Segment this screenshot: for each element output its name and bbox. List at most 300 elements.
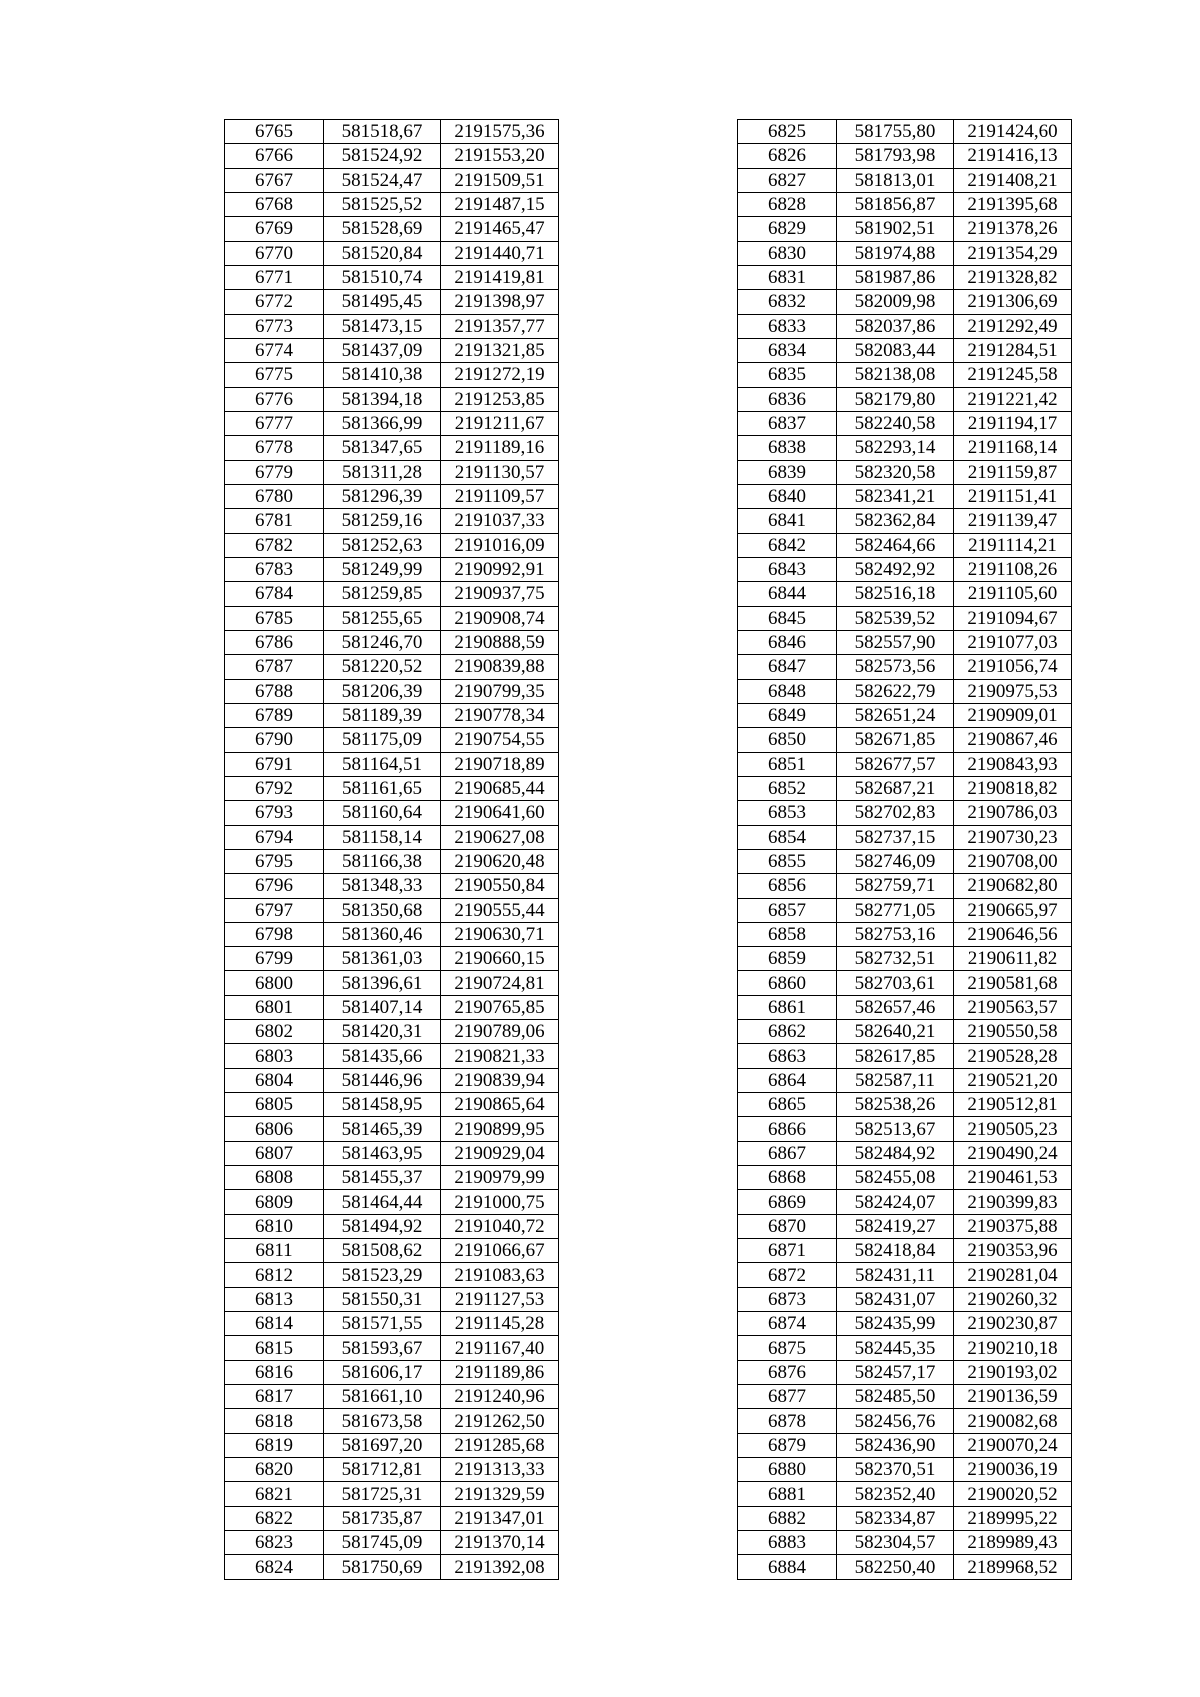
x-coordinate-cell: 581528,69 <box>324 217 441 241</box>
table-row <box>738 411 1072 435</box>
y-coordinate-cell: 2191424,60 <box>954 120 1072 144</box>
point-number-cell: 6798 <box>225 922 324 946</box>
coordinates-table-right <box>737 119 1072 1580</box>
table-row <box>738 557 1072 581</box>
table-row <box>225 1336 559 1360</box>
x-coordinate-cell: 582657,46 <box>837 995 954 1019</box>
x-coordinate-cell: 582320,58 <box>837 460 954 484</box>
point-number-cell: 6814 <box>225 1312 324 1336</box>
table-row <box>225 825 559 849</box>
x-coordinate-cell: 581856,87 <box>837 192 954 216</box>
x-coordinate-cell: 582677,57 <box>837 752 954 776</box>
table-row <box>225 947 559 971</box>
point-number-cell: 6858 <box>738 922 837 946</box>
y-coordinate-cell: 2190563,57 <box>954 995 1072 1019</box>
table-row <box>225 728 559 752</box>
y-coordinate-cell: 2190908,74 <box>441 606 559 630</box>
x-coordinate-cell: 582671,85 <box>837 728 954 752</box>
y-coordinate-cell: 2191328,82 <box>954 265 1072 289</box>
table-row <box>738 947 1072 971</box>
table-row <box>225 752 559 776</box>
point-number-cell: 6840 <box>738 484 837 508</box>
point-number-cell: 6800 <box>225 971 324 995</box>
x-coordinate-cell: 581407,14 <box>324 995 441 1019</box>
y-coordinate-cell: 2190550,84 <box>441 874 559 898</box>
y-coordinate-cell: 2191240,96 <box>441 1385 559 1409</box>
y-coordinate-cell: 2191245,58 <box>954 363 1072 387</box>
y-coordinate-cell: 2191408,21 <box>954 168 1072 192</box>
point-number-cell: 6848 <box>738 679 837 703</box>
table-row <box>225 679 559 703</box>
point-number-cell: 6837 <box>738 411 837 435</box>
table-row <box>738 533 1072 557</box>
table-row <box>738 801 1072 825</box>
table-row <box>738 728 1072 752</box>
y-coordinate-cell: 2191130,57 <box>441 460 559 484</box>
y-coordinate-cell: 2190789,06 <box>441 1020 559 1044</box>
x-coordinate-cell: 582083,44 <box>837 338 954 362</box>
y-coordinate-cell: 2191056,74 <box>954 655 1072 679</box>
table-row <box>225 1482 559 1506</box>
x-coordinate-cell: 581255,65 <box>324 606 441 630</box>
y-coordinate-cell: 2191465,47 <box>441 217 559 241</box>
x-coordinate-cell: 581750,69 <box>324 1555 441 1579</box>
point-number-cell: 6868 <box>738 1166 837 1190</box>
y-coordinate-cell: 2191553,20 <box>441 144 559 168</box>
table-row <box>738 1433 1072 1457</box>
point-number-cell: 6844 <box>738 582 837 606</box>
x-coordinate-cell: 581712,81 <box>324 1458 441 1482</box>
x-coordinate-cell: 582484,92 <box>837 1141 954 1165</box>
table-row <box>225 582 559 606</box>
x-coordinate-cell: 581510,74 <box>324 265 441 289</box>
table-row <box>225 290 559 314</box>
point-number-cell: 6823 <box>225 1531 324 1555</box>
y-coordinate-cell: 2191392,08 <box>441 1555 559 1579</box>
x-coordinate-cell: 582435,99 <box>837 1312 954 1336</box>
y-coordinate-cell: 2190888,59 <box>441 630 559 654</box>
table-row <box>225 1068 559 1092</box>
table-row <box>225 606 559 630</box>
point-number-cell: 6836 <box>738 387 837 411</box>
y-coordinate-cell: 2191114,21 <box>954 533 1072 557</box>
table-row <box>225 1555 559 1579</box>
x-coordinate-cell: 582370,51 <box>837 1458 954 1482</box>
y-coordinate-cell: 2191306,69 <box>954 290 1072 314</box>
x-coordinate-cell: 582640,21 <box>837 1020 954 1044</box>
point-number-cell: 6866 <box>738 1117 837 1141</box>
x-coordinate-cell: 582587,11 <box>837 1068 954 1092</box>
point-number-cell: 6778 <box>225 436 324 460</box>
x-coordinate-cell: 581661,10 <box>324 1385 441 1409</box>
x-coordinate-cell: 582617,85 <box>837 1044 954 1068</box>
y-coordinate-cell: 2190550,58 <box>954 1020 1072 1044</box>
table-row <box>225 314 559 338</box>
y-coordinate-cell: 2190799,35 <box>441 679 559 703</box>
x-coordinate-cell: 581410,38 <box>324 363 441 387</box>
x-coordinate-cell: 581189,39 <box>324 703 441 727</box>
point-number-cell: 6765 <box>225 120 324 144</box>
point-number-cell: 6787 <box>225 655 324 679</box>
x-coordinate-cell: 581259,85 <box>324 582 441 606</box>
x-coordinate-cell: 582759,71 <box>837 874 954 898</box>
table-row <box>225 874 559 898</box>
table-row <box>738 1506 1072 1530</box>
x-coordinate-cell: 581524,92 <box>324 144 441 168</box>
table-row <box>738 874 1072 898</box>
table-row <box>738 1482 1072 1506</box>
point-number-cell: 6791 <box>225 752 324 776</box>
y-coordinate-cell: 2189989,43 <box>954 1531 1072 1555</box>
y-coordinate-cell: 2191000,75 <box>441 1190 559 1214</box>
table-row <box>225 460 559 484</box>
x-coordinate-cell: 582687,21 <box>837 776 954 800</box>
table-row <box>225 1141 559 1165</box>
point-number-cell: 6794 <box>225 825 324 849</box>
y-coordinate-cell: 2191139,47 <box>954 509 1072 533</box>
point-number-cell: 6855 <box>738 849 837 873</box>
y-coordinate-cell: 2190210,18 <box>954 1336 1072 1360</box>
y-coordinate-cell: 2191321,85 <box>441 338 559 362</box>
point-number-cell: 6869 <box>738 1190 837 1214</box>
x-coordinate-cell: 582753,16 <box>837 922 954 946</box>
point-number-cell: 6828 <box>738 192 837 216</box>
point-number-cell: 6766 <box>225 144 324 168</box>
table-row <box>225 533 559 557</box>
y-coordinate-cell: 2190512,81 <box>954 1093 1072 1117</box>
x-coordinate-cell: 581437,09 <box>324 338 441 362</box>
x-coordinate-cell: 581164,51 <box>324 752 441 776</box>
table-row <box>738 655 1072 679</box>
x-coordinate-cell: 581259,16 <box>324 509 441 533</box>
point-number-cell: 6796 <box>225 874 324 898</box>
x-coordinate-cell: 581394,18 <box>324 387 441 411</box>
y-coordinate-cell: 2191040,72 <box>441 1214 559 1238</box>
table-row <box>738 241 1072 265</box>
y-coordinate-cell: 2190839,94 <box>441 1068 559 1092</box>
y-coordinate-cell: 2191168,14 <box>954 436 1072 460</box>
y-coordinate-cell: 2191145,28 <box>441 1312 559 1336</box>
y-coordinate-cell: 2190929,04 <box>441 1141 559 1165</box>
y-coordinate-cell: 2191262,50 <box>441 1409 559 1433</box>
point-number-cell: 6881 <box>738 1482 837 1506</box>
y-coordinate-cell: 2191284,51 <box>954 338 1072 362</box>
x-coordinate-cell: 581348,33 <box>324 874 441 898</box>
y-coordinate-cell: 2191127,53 <box>441 1287 559 1311</box>
y-coordinate-cell: 2191357,77 <box>441 314 559 338</box>
table-row <box>738 1263 1072 1287</box>
y-coordinate-cell: 2190555,44 <box>441 898 559 922</box>
table-row <box>225 1166 559 1190</box>
point-number-cell: 6809 <box>225 1190 324 1214</box>
table-row <box>225 849 559 873</box>
x-coordinate-cell: 582557,90 <box>837 630 954 654</box>
table-row <box>225 995 559 1019</box>
point-number-cell: 6790 <box>225 728 324 752</box>
x-coordinate-cell: 581446,96 <box>324 1068 441 1092</box>
x-coordinate-cell: 581571,55 <box>324 1312 441 1336</box>
y-coordinate-cell: 2190937,75 <box>441 582 559 606</box>
table-row <box>738 314 1072 338</box>
table-row <box>738 825 1072 849</box>
x-coordinate-cell: 581518,67 <box>324 120 441 144</box>
x-coordinate-cell: 581902,51 <box>837 217 954 241</box>
table-row <box>738 1336 1072 1360</box>
point-number-cell: 6847 <box>738 655 837 679</box>
table-row <box>225 1433 559 1457</box>
y-coordinate-cell: 2190230,87 <box>954 1312 1072 1336</box>
point-number-cell: 6879 <box>738 1433 837 1457</box>
point-number-cell: 6865 <box>738 1093 837 1117</box>
table-row <box>225 776 559 800</box>
point-number-cell: 6825 <box>738 120 837 144</box>
table-row <box>738 1312 1072 1336</box>
point-number-cell: 6786 <box>225 630 324 654</box>
table-row <box>738 1555 1072 1579</box>
x-coordinate-cell: 582771,05 <box>837 898 954 922</box>
x-coordinate-cell: 582431,11 <box>837 1263 954 1287</box>
x-coordinate-cell: 582334,87 <box>837 1506 954 1530</box>
x-coordinate-cell: 582456,76 <box>837 1409 954 1433</box>
table-row <box>225 265 559 289</box>
y-coordinate-cell: 2190193,02 <box>954 1360 1072 1384</box>
point-number-cell: 6845 <box>738 606 837 630</box>
y-coordinate-cell: 2191109,57 <box>441 484 559 508</box>
point-number-cell: 6867 <box>738 1141 837 1165</box>
y-coordinate-cell: 2190461,53 <box>954 1166 1072 1190</box>
point-number-cell: 6827 <box>738 168 837 192</box>
y-coordinate-cell: 2191105,60 <box>954 582 1072 606</box>
point-number-cell: 6839 <box>738 460 837 484</box>
y-coordinate-cell: 2191094,67 <box>954 606 1072 630</box>
point-number-cell: 6818 <box>225 1409 324 1433</box>
y-coordinate-cell: 2190581,68 <box>954 971 1072 995</box>
point-number-cell: 6832 <box>738 290 837 314</box>
x-coordinate-cell: 581396,61 <box>324 971 441 995</box>
point-number-cell: 6782 <box>225 533 324 557</box>
point-number-cell: 6770 <box>225 241 324 265</box>
table-row <box>738 1093 1072 1117</box>
table-row <box>738 387 1072 411</box>
x-coordinate-cell: 581813,01 <box>837 168 954 192</box>
x-coordinate-cell: 581697,20 <box>324 1433 441 1457</box>
point-number-cell: 6872 <box>738 1263 837 1287</box>
table-row <box>738 1190 1072 1214</box>
y-coordinate-cell: 2191398,97 <box>441 290 559 314</box>
x-coordinate-cell: 581465,39 <box>324 1117 441 1141</box>
y-coordinate-cell: 2191292,49 <box>954 314 1072 338</box>
table-row <box>738 1044 1072 1068</box>
y-coordinate-cell: 2190260,32 <box>954 1287 1072 1311</box>
table-row <box>738 120 1072 144</box>
table-row <box>225 1458 559 1482</box>
table-row <box>225 1263 559 1287</box>
x-coordinate-cell: 581508,62 <box>324 1239 441 1263</box>
x-coordinate-cell: 582424,07 <box>837 1190 954 1214</box>
table-row <box>225 1409 559 1433</box>
y-coordinate-cell: 2191151,41 <box>954 484 1072 508</box>
point-number-cell: 6882 <box>738 1506 837 1530</box>
x-coordinate-cell: 581246,70 <box>324 630 441 654</box>
table-row <box>225 971 559 995</box>
y-coordinate-cell: 2190778,34 <box>441 703 559 727</box>
x-coordinate-cell: 581494,92 <box>324 1214 441 1238</box>
y-coordinate-cell: 2190821,33 <box>441 1044 559 1068</box>
x-coordinate-cell: 582445,35 <box>837 1336 954 1360</box>
x-coordinate-cell: 582538,26 <box>837 1093 954 1117</box>
table-row <box>225 241 559 265</box>
x-coordinate-cell: 581463,95 <box>324 1141 441 1165</box>
y-coordinate-cell: 2190620,48 <box>441 849 559 873</box>
point-number-cell: 6783 <box>225 557 324 581</box>
point-number-cell: 6810 <box>225 1214 324 1238</box>
x-coordinate-cell: 581296,39 <box>324 484 441 508</box>
y-coordinate-cell: 2191211,67 <box>441 411 559 435</box>
table-row <box>738 1239 1072 1263</box>
table-row <box>738 484 1072 508</box>
point-number-cell: 6826 <box>738 144 837 168</box>
table-row <box>738 1458 1072 1482</box>
x-coordinate-cell: 582573,56 <box>837 655 954 679</box>
y-coordinate-cell: 2190399,83 <box>954 1190 1072 1214</box>
x-coordinate-cell: 581793,98 <box>837 144 954 168</box>
table-row <box>738 338 1072 362</box>
y-coordinate-cell: 2190528,28 <box>954 1044 1072 1068</box>
point-number-cell: 6861 <box>738 995 837 1019</box>
table-row <box>738 460 1072 484</box>
coordinates-table-left <box>224 119 559 1580</box>
point-number-cell: 6806 <box>225 1117 324 1141</box>
table-row <box>738 1409 1072 1433</box>
table-row <box>738 1385 1072 1409</box>
table-row <box>738 630 1072 654</box>
table-row <box>225 509 559 533</box>
table-row <box>738 971 1072 995</box>
point-number-cell: 6842 <box>738 533 837 557</box>
y-coordinate-cell: 2190682,80 <box>954 874 1072 898</box>
table-row <box>225 1093 559 1117</box>
table-row <box>225 144 559 168</box>
x-coordinate-cell: 582436,90 <box>837 1433 954 1457</box>
x-coordinate-cell: 582457,17 <box>837 1360 954 1384</box>
x-coordinate-cell: 581673,58 <box>324 1409 441 1433</box>
x-coordinate-cell: 582737,15 <box>837 825 954 849</box>
table-row <box>738 1020 1072 1044</box>
point-number-cell: 6862 <box>738 1020 837 1044</box>
y-coordinate-cell: 2190611,82 <box>954 947 1072 971</box>
x-coordinate-cell: 582293,14 <box>837 436 954 460</box>
x-coordinate-cell: 582240,58 <box>837 411 954 435</box>
point-number-cell: 6875 <box>738 1336 837 1360</box>
y-coordinate-cell: 2191189,16 <box>441 436 559 460</box>
point-number-cell: 6780 <box>225 484 324 508</box>
point-number-cell: 6775 <box>225 363 324 387</box>
point-number-cell: 6768 <box>225 192 324 216</box>
y-coordinate-cell: 2190730,23 <box>954 825 1072 849</box>
y-coordinate-cell: 2191066,67 <box>441 1239 559 1263</box>
point-number-cell: 6773 <box>225 314 324 338</box>
point-number-cell: 6849 <box>738 703 837 727</box>
y-coordinate-cell: 2190909,01 <box>954 703 1072 727</box>
point-number-cell: 6776 <box>225 387 324 411</box>
x-coordinate-cell: 581525,52 <box>324 192 441 216</box>
x-coordinate-cell: 582651,24 <box>837 703 954 727</box>
table-row <box>225 630 559 654</box>
table-row <box>225 1312 559 1336</box>
y-coordinate-cell: 2190765,85 <box>441 995 559 1019</box>
table-row <box>738 898 1072 922</box>
y-coordinate-cell: 2191395,68 <box>954 192 1072 216</box>
y-coordinate-cell: 2191575,36 <box>441 120 559 144</box>
x-coordinate-cell: 581158,14 <box>324 825 441 849</box>
point-number-cell: 6817 <box>225 1385 324 1409</box>
x-coordinate-cell: 581520,84 <box>324 241 441 265</box>
y-coordinate-cell: 2190641,60 <box>441 801 559 825</box>
x-coordinate-cell: 581495,45 <box>324 290 441 314</box>
point-number-cell: 6873 <box>738 1287 837 1311</box>
x-coordinate-cell: 582362,84 <box>837 509 954 533</box>
table-row <box>225 436 559 460</box>
x-coordinate-cell: 582418,84 <box>837 1239 954 1263</box>
point-number-cell: 6799 <box>225 947 324 971</box>
point-number-cell: 6830 <box>738 241 837 265</box>
x-coordinate-cell: 581524,47 <box>324 168 441 192</box>
x-coordinate-cell: 581220,52 <box>324 655 441 679</box>
table-row <box>225 411 559 435</box>
y-coordinate-cell: 2191083,63 <box>441 1263 559 1287</box>
x-coordinate-cell: 582455,08 <box>837 1166 954 1190</box>
table-row <box>225 1020 559 1044</box>
table-row <box>225 1044 559 1068</box>
point-number-cell: 6852 <box>738 776 837 800</box>
point-number-cell: 6843 <box>738 557 837 581</box>
y-coordinate-cell: 2190070,24 <box>954 1433 1072 1457</box>
y-coordinate-cell: 2190505,23 <box>954 1117 1072 1141</box>
y-coordinate-cell: 2190708,00 <box>954 849 1072 873</box>
y-coordinate-cell: 2191313,33 <box>441 1458 559 1482</box>
table-row <box>738 217 1072 241</box>
point-number-cell: 6784 <box>225 582 324 606</box>
point-number-cell: 6831 <box>738 265 837 289</box>
x-coordinate-cell: 582702,83 <box>837 801 954 825</box>
x-coordinate-cell: 581360,46 <box>324 922 441 946</box>
y-coordinate-cell: 2191370,14 <box>441 1531 559 1555</box>
y-coordinate-cell: 2190353,96 <box>954 1239 1072 1263</box>
y-coordinate-cell: 2191221,42 <box>954 387 1072 411</box>
table-row <box>225 168 559 192</box>
x-coordinate-cell: 581366,99 <box>324 411 441 435</box>
x-coordinate-cell: 581523,29 <box>324 1263 441 1287</box>
table-row <box>738 776 1072 800</box>
point-number-cell: 6821 <box>225 1482 324 1506</box>
table-row <box>225 1190 559 1214</box>
x-coordinate-cell: 581745,09 <box>324 1531 441 1555</box>
point-number-cell: 6788 <box>225 679 324 703</box>
x-coordinate-cell: 581464,44 <box>324 1190 441 1214</box>
point-number-cell: 6884 <box>738 1555 837 1579</box>
y-coordinate-cell: 2190375,88 <box>954 1214 1072 1238</box>
table-row <box>225 922 559 946</box>
point-number-cell: 6771 <box>225 265 324 289</box>
table-row <box>738 363 1072 387</box>
table-row <box>225 338 559 362</box>
x-coordinate-cell: 581252,63 <box>324 533 441 557</box>
point-number-cell: 6822 <box>225 1506 324 1530</box>
table-row <box>225 655 559 679</box>
y-coordinate-cell: 2190036,19 <box>954 1458 1072 1482</box>
x-coordinate-cell: 582419,27 <box>837 1214 954 1238</box>
point-number-cell: 6829 <box>738 217 837 241</box>
